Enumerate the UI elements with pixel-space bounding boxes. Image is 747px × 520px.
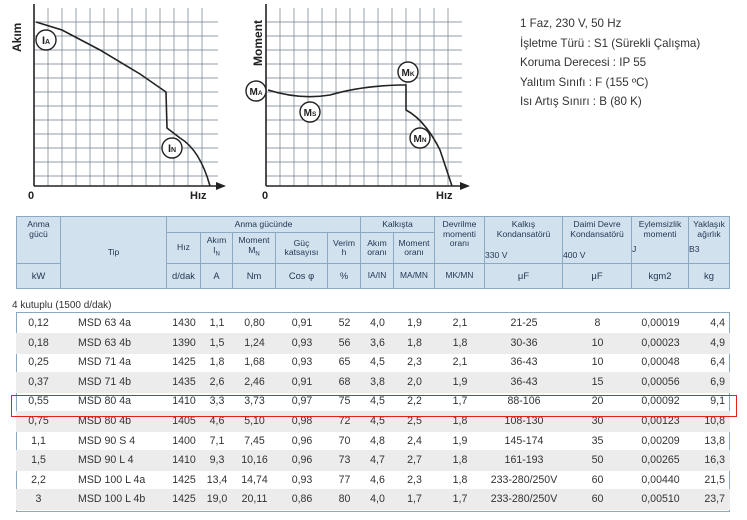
cell-akim: 1,5 <box>209 336 225 349</box>
cell-kg: 6,9 <box>710 375 725 388</box>
cell-kw: 3 <box>35 493 42 506</box>
cell-j: 0,00510 <box>641 493 680 506</box>
header-moment: Moment $M_N$ <box>233 233 276 264</box>
cell-daimi: 15 <box>591 375 604 388</box>
cell-ia: 3,8 <box>370 375 385 388</box>
cell-cos: 0,93 <box>291 473 313 486</box>
cell-cos: 0,93 <box>291 356 313 369</box>
header-devrilme: Devrilme momenti oranı <box>435 216 485 264</box>
cell-hiz: 1430 <box>172 317 196 329</box>
cell-daimi: 10 <box>591 356 604 369</box>
header-anma-gucu: Anma gücü <box>16 216 61 264</box>
x-axis-label: Hız <box>190 190 207 202</box>
cell-daimi: 60 <box>591 473 604 486</box>
svg-text:MS: MS <box>303 108 317 119</box>
unit-kg: kg <box>689 264 730 289</box>
cell-ma: 1,9 <box>407 317 422 329</box>
cell-daimi: 10 <box>591 336 604 349</box>
cell-moment: 14,74 <box>241 473 268 486</box>
y-axis-label: Akım <box>10 22 24 52</box>
unit-ma-mn: MA/MN <box>394 264 435 289</box>
cell-kalkis: 30-36 <box>510 336 538 349</box>
label-ms <box>300 102 320 122</box>
cell-akim: 1,1 <box>209 317 225 329</box>
header-eylemsizlik: Eylemsizlik momenti J <box>632 216 689 264</box>
cell-j: 0,00265 <box>641 454 680 467</box>
unit-kw: kW <box>16 264 61 289</box>
cell-ma: 2,0 <box>407 375 422 388</box>
cell-kalkis: 233-280/250V <box>490 493 558 506</box>
cell-verim: 73 <box>338 454 351 467</box>
unit-uf-kalkis: μF <box>485 264 563 289</box>
cell-verim: 65 <box>338 356 351 369</box>
svg-text:MA: MA <box>249 87 263 98</box>
cell-kw: 0,18 <box>28 336 49 349</box>
cell-akim: 3,3 <box>209 395 225 408</box>
cell-mk: 1,9 <box>452 434 468 447</box>
cell-hiz: 1400 <box>172 434 196 447</box>
cell-cos: 0,96 <box>291 454 313 467</box>
header-daimi-kond: Daimi Devre Kondansatörü 400 V <box>563 216 632 264</box>
table-row <box>16 431 730 452</box>
highlighted-row-marker <box>11 395 737 417</box>
cell-mk: 1,8 <box>452 473 468 486</box>
cell-kw: 2,2 <box>31 473 46 486</box>
torque-speed-chart <box>240 0 490 205</box>
cell-akim: 2,6 <box>209 375 225 388</box>
cell-moment: 0,80 <box>244 317 265 329</box>
x-axis-arrow <box>460 182 470 190</box>
spec-line: İşletme Türü : S1 (Sürekli Çalışma) <box>520 36 701 50</box>
cell-moment: 10,16 <box>241 454 268 467</box>
cell-ia: 4,0 <box>370 317 385 329</box>
unit-nm: Nm <box>233 264 276 289</box>
cell-akim: 1,8 <box>209 356 225 369</box>
cell-ia: 3,6 <box>370 336 385 349</box>
cell-hiz: 1390 <box>172 336 196 349</box>
section-label: 4 kutuplu (1500 d/dak) <box>12 300 112 311</box>
cell-j: 0,00440 <box>641 473 680 486</box>
cell-kalkis: 21-25 <box>510 317 538 329</box>
cell-hiz: 1410 <box>172 454 196 467</box>
cell-kw: 0,12 <box>28 317 49 329</box>
cell-ia: 4,5 <box>370 395 385 408</box>
cell-ia: 4,5 <box>370 415 385 427</box>
unit-cos: Cos φ <box>276 264 328 289</box>
cell-mk: 1,7 <box>452 395 468 408</box>
cell-hiz: 1425 <box>172 356 196 369</box>
cell-verim: 77 <box>338 473 351 486</box>
unit-ddak: d/dak <box>167 264 201 289</box>
cell-moment: 1,68 <box>244 356 265 369</box>
cell-kalkis: 161-193 <box>504 454 544 467</box>
y-axis-label: Moment <box>251 20 265 66</box>
cell-ia: 4,6 <box>370 473 385 486</box>
cell-tip: MSD 63 4a <box>78 317 131 329</box>
table-row <box>16 450 730 471</box>
cell-cos: 0,93 <box>291 336 313 349</box>
cell-verim: 72 <box>338 415 351 427</box>
cell-moment: 20,11 <box>241 493 268 506</box>
cell-daimi: 8 <box>594 317 601 329</box>
table-row <box>16 470 730 491</box>
cell-kg: 21,5 <box>704 473 725 486</box>
cell-kg: 9,1 <box>710 395 725 408</box>
cell-tip: MSD 80 4a <box>78 395 131 408</box>
cell-mk: 1,8 <box>452 415 468 427</box>
cell-akim: 19,0 <box>206 493 228 506</box>
cell-tip: MSD 90 L 4 <box>78 454 134 467</box>
cell-akim: 4,6 <box>209 415 225 427</box>
chart-grid <box>34 8 218 186</box>
cell-hiz: 1425 <box>172 473 196 486</box>
cell-j: 0,00209 <box>641 434 680 447</box>
cell-kalkis: 145-174 <box>504 434 544 447</box>
origin-label: 0 <box>262 190 269 202</box>
cell-kw: 0,75 <box>28 415 49 427</box>
cell-kg: 6,4 <box>710 356 725 369</box>
cell-daimi: 20 <box>591 395 604 408</box>
cell-cos: 0,91 <box>291 375 313 388</box>
cell-kw: 1,1 <box>31 434 46 447</box>
unit-a: A <box>201 264 233 289</box>
header-kalkis-kond: Kalkış Kondansatörü 330 V <box>485 216 563 264</box>
cell-tip: MSD 100 L 4a <box>78 473 146 486</box>
cell-j: 0,00019 <box>641 317 680 329</box>
cell-akim: 13,4 <box>206 473 228 486</box>
cell-mk: 1,8 <box>452 336 468 349</box>
cell-hiz: 1410 <box>172 395 196 408</box>
cell-tip: MSD 90 S 4 <box>78 434 136 447</box>
cell-mk: 2,1 <box>452 356 468 369</box>
unit-uf-daimi: μF <box>563 264 632 289</box>
cell-moment: 7,45 <box>244 434 265 447</box>
header-hiz: Hız <box>167 233 201 264</box>
cell-ia: 4,5 <box>370 356 385 369</box>
table-row <box>16 372 730 393</box>
cell-j: 0,00023 <box>641 336 680 349</box>
unit-pct: % <box>328 264 361 289</box>
cell-ia: 4,7 <box>370 454 385 467</box>
header-verim: Verim h <box>328 233 361 264</box>
origin-label: 0 <box>28 190 35 202</box>
cell-j: 0,00123 <box>641 415 680 427</box>
header-anma-gucunde: Anma gücünde <box>167 216 361 233</box>
cell-ia: 4,8 <box>370 434 385 447</box>
cell-verim: 68 <box>338 375 351 388</box>
cell-moment: 5,10 <box>244 415 265 427</box>
cell-kw: 1,5 <box>31 454 46 467</box>
unit-mk-mn: MK/MN <box>435 264 485 289</box>
cell-ma: 2,3 <box>407 356 422 369</box>
cell-kw: 0,37 <box>28 375 49 388</box>
cell-tip: MSD 100 L 4b <box>78 493 146 506</box>
cell-akim: 7,1 <box>209 434 225 447</box>
header-guc-katsayisi: Güç katsayısı <box>276 233 328 264</box>
cell-cos: 0,86 <box>291 493 313 506</box>
header-yaklasik: Yaklaşık ağırlık B3 <box>689 216 730 264</box>
label-ia <box>36 30 56 50</box>
cell-kw: 0,25 <box>28 356 49 369</box>
cell-verim: 70 <box>338 434 351 447</box>
cell-mk: 2,1 <box>452 317 468 329</box>
cell-moment: 2,46 <box>244 375 265 388</box>
svg-text:IA: IA <box>41 35 51 47</box>
cell-ma: 2,4 <box>407 434 422 447</box>
cell-cos: 0,97 <box>291 395 313 408</box>
unit-kgm2: kgm2 <box>632 264 689 289</box>
cell-ma: 2,5 <box>407 415 422 427</box>
cell-moment: 1,24 <box>244 336 265 349</box>
cell-ma: 2,7 <box>407 454 422 467</box>
current-speed-chart <box>0 0 240 205</box>
svg-text:IN: IN <box>167 143 177 155</box>
cell-ia: 4,0 <box>370 493 385 506</box>
header-akim-orani: Akım oranı <box>361 233 394 264</box>
cell-hiz: 1425 <box>172 493 196 506</box>
cell-kalkis: 88-106 <box>507 395 541 408</box>
cell-daimi: 50 <box>591 454 604 467</box>
x-axis-label: Hız <box>436 190 453 202</box>
cell-j: 0,00048 <box>641 356 680 369</box>
unit-ia-in: IA/IN <box>361 264 394 289</box>
cell-kalkis: 36-43 <box>510 356 538 369</box>
cell-tip: MSD 63 4b <box>78 336 131 349</box>
cell-hiz: 1405 <box>172 415 196 427</box>
cell-kg: 4,4 <box>710 317 725 329</box>
cell-hiz: 1435 <box>172 375 196 388</box>
cell-kg: 23,7 <box>704 493 725 506</box>
table-row <box>16 489 730 510</box>
cell-daimi: 35 <box>591 434 604 447</box>
cell-ma: 2,2 <box>407 395 422 408</box>
cell-kalkis: 233-280/250V <box>490 473 558 486</box>
cell-daimi: 30 <box>591 415 604 427</box>
table-row <box>16 352 730 373</box>
cell-mk: 1,7 <box>452 493 468 506</box>
table-row <box>16 313 730 334</box>
spec-line: Isı Artış Sınırı : B (80 K) <box>520 95 642 108</box>
cell-verim: 80 <box>338 493 351 506</box>
cell-akim: 9,3 <box>209 454 225 467</box>
cell-moment: 3,73 <box>244 395 265 408</box>
chart-grid <box>266 8 462 186</box>
cell-cos: 0,98 <box>291 415 313 427</box>
spec-line: Koruma Derecesi : IP 55 <box>520 56 647 69</box>
cell-tip: MSD 71 4a <box>78 356 131 369</box>
cell-tip: MSD 80 4b <box>78 415 131 427</box>
header-kalkista: Kalkışta <box>361 216 435 233</box>
cell-verim: 75 <box>338 395 351 408</box>
cell-mk: 1,9 <box>452 375 468 388</box>
header-moment-orani: Moment oranı <box>394 233 435 264</box>
cell-kg: 13,8 <box>704 434 725 447</box>
label-mk <box>398 62 418 82</box>
cell-kg: 16,3 <box>704 454 725 467</box>
svg-text:MN: MN <box>413 134 427 145</box>
cell-cos: 0,91 <box>291 317 313 329</box>
cell-verim: 52 <box>338 317 351 329</box>
cell-j: 0,00092 <box>641 395 680 408</box>
label-ma <box>246 81 266 101</box>
cell-ma: 2,3 <box>407 473 422 486</box>
cell-mk: 1,8 <box>452 454 468 467</box>
cell-cos: 0,96 <box>291 434 313 447</box>
spec-line: 1 Faz, 230 V, 50 Hz <box>520 17 622 30</box>
cell-ma: 1,8 <box>407 336 422 349</box>
cell-kg: 10,8 <box>704 415 725 427</box>
header-tip: Tip <box>61 216 167 289</box>
spec-line: Yalıtım Sınıfı : F (155 ºC) <box>520 75 649 89</box>
cell-kw: 0,55 <box>28 395 49 408</box>
cell-kg: 4,9 <box>710 336 725 349</box>
motor-specs <box>520 14 700 112</box>
cell-tip: MSD 71 4b <box>78 375 131 388</box>
cell-verim: 56 <box>338 336 351 349</box>
cell-kalkis: 108-130 <box>504 415 544 427</box>
label-mn <box>410 128 430 148</box>
cell-j: 0,00056 <box>641 375 680 388</box>
x-axis-arrow <box>216 182 226 190</box>
cell-kalkis: 36-43 <box>510 375 538 388</box>
header-akim: Akım $I_N$ <box>201 233 233 264</box>
svg-text:MK: MK <box>401 68 415 79</box>
cell-daimi: 60 <box>591 493 604 506</box>
table-row <box>16 333 730 354</box>
cell-ma: 1,7 <box>407 493 422 506</box>
label-in <box>162 138 182 158</box>
